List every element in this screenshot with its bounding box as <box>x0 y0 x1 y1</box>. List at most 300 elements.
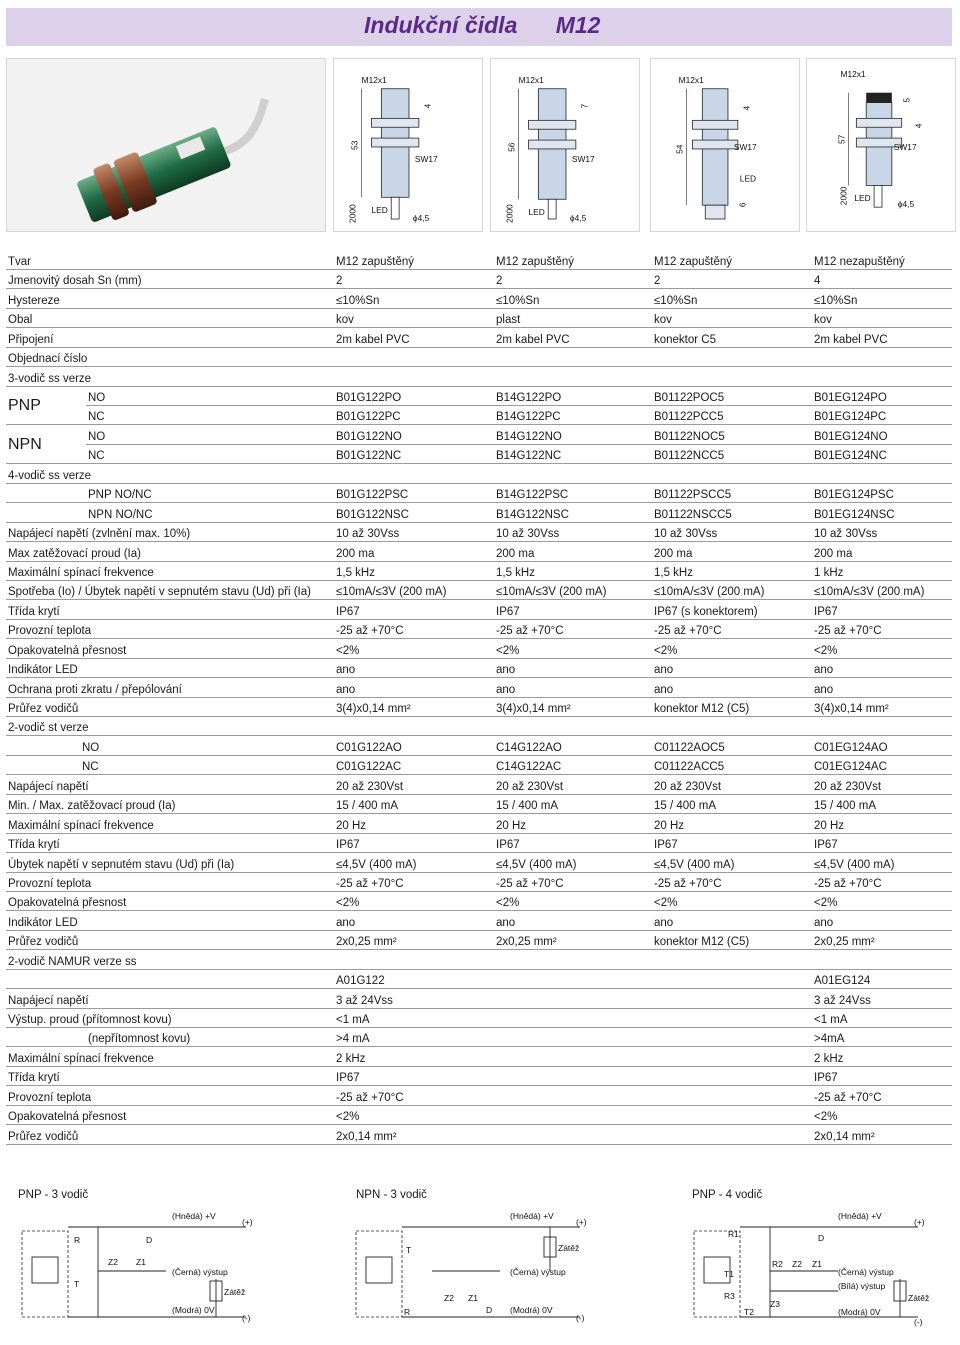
cell-model-1: IP67 <box>334 600 494 619</box>
row-label: Min. / Max. zatěžovací proud (Ia) <box>6 794 334 813</box>
cell-model-4: B01EG124NO <box>812 425 952 444</box>
row-label: Maximální spínací frekvence <box>6 814 334 833</box>
cell-model-4: ≤10%Sn <box>812 289 952 308</box>
table-row <box>6 1066 952 1085</box>
cell-model-3: 20 Hz <box>652 814 812 833</box>
row-label: 4-vodič ss verze <box>6 464 334 483</box>
cell-model-2 <box>494 1008 652 1027</box>
row-label: Napájecí napětí <box>6 989 334 1008</box>
label-minus: (-) <box>576 1313 585 1323</box>
table-row <box>6 736 952 755</box>
cell-model-3 <box>652 1008 812 1027</box>
cell-model-1: IP67 <box>334 833 494 852</box>
cell-model-3 <box>652 1047 812 1066</box>
cell-model-1: 3 až 24Vss <box>334 989 494 1008</box>
cell-model-2: 20 až 230Vst <box>494 775 652 794</box>
cell-model-2: B14G122PC <box>494 406 652 425</box>
sensor-image <box>7 59 327 233</box>
cell-model-3: konektor M12 (C5) <box>652 930 812 949</box>
cell-model-4: <2% <box>812 639 952 658</box>
wrench-label: SW17 <box>733 141 757 152</box>
label-white: (Bílá) výstup <box>838 1281 886 1291</box>
cell-model-4 <box>812 367 952 386</box>
diagram-title-npn3: NPN - 3 vodič <box>356 1189 427 1201</box>
row-label: Průřez vodičů <box>6 697 334 716</box>
cell-model-3: konektor C5 <box>652 328 812 347</box>
cell-model-2: B14G122NSC <box>494 503 652 522</box>
table-row <box>6 775 952 794</box>
table-row <box>6 658 952 677</box>
cell-model-3: ≤10%Sn <box>652 289 812 308</box>
cell-model-1: -25 až +70°C <box>334 1086 494 1105</box>
cell-model-2: -25 až +70°C <box>494 619 652 638</box>
cell-model-2: 2x0,25 mm² <box>494 930 652 949</box>
label-black: (Černá) výstup <box>510 1267 566 1277</box>
cell-model-2: C14G122AC <box>494 755 652 774</box>
cell-model-3 <box>652 1105 812 1124</box>
cell-model-4: 2 kHz <box>812 1047 952 1066</box>
wiring-diagrams <box>6 1175 952 1340</box>
length-label: 53 <box>349 140 360 150</box>
row-label: Provozní teplota <box>6 872 334 891</box>
row-label: Provozní teplota <box>6 619 334 638</box>
cell-model-1: 1,5 kHz <box>334 561 494 580</box>
cell-model-4: 15 / 400 mA <box>812 794 952 813</box>
label-z1: Z1 <box>136 1257 146 1267</box>
cell-model-3: C01122AOC5 <box>652 736 812 755</box>
cell-model-3 <box>652 1066 812 1085</box>
cell-model-2: ≤4,5V (400 mA) <box>494 853 652 872</box>
led-label: LED <box>371 205 388 216</box>
cell-model-3: B01122NSCC5 <box>652 503 812 522</box>
row-label: Průřez vodičů <box>6 1125 334 1144</box>
cell-model-2: 10 až 30Vss <box>494 522 652 541</box>
label-blue: (Modrá) 0V <box>510 1305 553 1315</box>
cell-model-4: 10 až 30Vss <box>812 522 952 541</box>
label-black: (Černá) výstup <box>838 1267 894 1277</box>
cell-model-1: ≤4,5V (400 mA) <box>334 853 494 872</box>
cable-label: 2000 <box>504 204 515 223</box>
cell-model-3: 1,5 kHz <box>652 561 812 580</box>
cell-model-2: IP67 <box>494 833 652 852</box>
cell-model-3: 15 / 400 mA <box>652 794 812 813</box>
table-row <box>6 503 952 522</box>
row-label: Připojení <box>6 328 334 347</box>
cell-model-4: B01EG124NSC <box>812 503 952 522</box>
table-row <box>6 678 952 697</box>
cell-model-1: IP67 <box>334 1066 494 1085</box>
cell-model-2 <box>494 1086 652 1105</box>
table-row <box>6 406 952 425</box>
thread-label: M12x1 <box>678 74 704 85</box>
cell-model-2: 1,5 kHz <box>494 561 652 580</box>
cell-model-2: ano <box>494 678 652 697</box>
led-label: LED <box>739 173 757 184</box>
cell-model-2: 3(4)x0,14 mm² <box>494 697 652 716</box>
row-label: Průřez vodičů <box>6 930 334 949</box>
label-minus: (-) <box>914 1317 923 1327</box>
cell-model-3: 20 až 230Vst <box>652 775 812 794</box>
label-r2: R2 <box>772 1259 783 1269</box>
label-z1: Z1 <box>812 1259 822 1269</box>
cell-model-3: ano <box>652 658 812 677</box>
cell-model-3 <box>652 1028 812 1047</box>
cell-model-3: IP67 <box>652 833 812 852</box>
cell-model-2: plast <box>494 308 652 327</box>
cell-model-3 <box>652 969 812 988</box>
cell-model-4 <box>812 950 952 969</box>
row-label: Provozní teplota <box>6 1086 334 1105</box>
cell-model-1: ≤10%Sn <box>334 289 494 308</box>
cell-model-1: B01G122PO <box>334 386 494 405</box>
cell-model-1: 15 / 400 mA <box>334 794 494 813</box>
cell-model-2: B14G122PO <box>494 386 652 405</box>
cell-model-2: 200 ma <box>494 542 652 561</box>
cell-model-4: <2% <box>812 891 952 910</box>
cell-model-3: B01122NCC5 <box>652 444 812 463</box>
dim-top-label: 5 <box>901 97 912 103</box>
cell-model-2: -25 až +70°C <box>494 872 652 891</box>
cell-model-1 <box>334 464 494 483</box>
label-brown: (Hnědá) +V <box>510 1211 554 1221</box>
row-label: Max zatěžovací proud (Ia) <box>6 542 334 561</box>
label-z3: Z3 <box>770 1299 780 1309</box>
cell-model-3: kov <box>652 308 812 327</box>
row-label: Spotřeba (Io) / Úbytek napětí v sepnutém stavu (Ud) při (Ia) <box>6 580 334 599</box>
table-row <box>6 600 952 619</box>
row-label: PNP NO/NC <box>6 483 334 502</box>
label-brown: (Hnědá) +V <box>838 1211 882 1221</box>
row-label: 2-vodič NAMUR verze ss <box>6 950 334 969</box>
table-row <box>6 755 952 774</box>
row-label: 2-vodič st verze <box>6 717 334 736</box>
spec-table <box>6 250 952 1145</box>
table-row <box>6 1125 952 1144</box>
length-label: 57 <box>836 134 847 145</box>
wrench-label: SW17 <box>414 153 438 164</box>
cell-model-3: ano <box>652 911 812 930</box>
cell-model-2 <box>494 464 652 483</box>
cell-model-1: B01G122NO <box>334 425 494 444</box>
dim-top2-label: 4 <box>913 123 924 129</box>
table-row <box>6 328 952 347</box>
row-label: Hystereze <box>6 289 334 308</box>
sensor-photo <box>6 58 326 232</box>
row-label: Výstup. proud (přítomnost kovu) <box>6 1008 334 1027</box>
title-bar <box>6 8 952 46</box>
group-label: PNP <box>6 386 86 425</box>
cell-model-4: ≤4,5V (400 mA) <box>812 853 952 872</box>
label-t: T <box>406 1245 412 1255</box>
row-sublabel: NC <box>86 406 334 425</box>
dim-top-label: 4 <box>741 105 752 111</box>
row-label: Maximální spínací frekvence <box>6 561 334 580</box>
cell-model-1 <box>334 717 494 736</box>
cell-model-3: B01122PCC5 <box>652 406 812 425</box>
label-t1: T1 <box>724 1269 734 1279</box>
table-row <box>6 950 952 969</box>
table-row <box>6 969 952 988</box>
cell-model-4: 2x0,25 mm² <box>812 930 952 949</box>
table-row <box>6 522 952 541</box>
cell-model-3: C01122ACC5 <box>652 755 812 774</box>
row-label: Indikátor LED <box>6 658 334 677</box>
table-row <box>6 425 952 444</box>
cell-model-2 <box>494 1105 652 1124</box>
cell-model-4: 4 <box>812 269 952 288</box>
wrench-label: SW17 <box>571 153 595 164</box>
group-label: NPN <box>6 425 86 464</box>
cable-label: 2000 <box>838 186 849 206</box>
cell-model-4: 2x0,14 mm² <box>812 1125 952 1144</box>
label-blue: (Modrá) 0V <box>838 1307 881 1317</box>
label-r3: R3 <box>724 1291 735 1301</box>
cell-model-4: kov <box>812 308 952 327</box>
table-row <box>6 269 952 288</box>
cell-model-4: ano <box>812 678 952 697</box>
cell-model-1: 2x0,25 mm² <box>334 930 494 949</box>
row-label: Indikátor LED <box>6 911 334 930</box>
cell-model-2 <box>494 969 652 988</box>
row-label: Ochrana proti zkratu / přepólování <box>6 678 334 697</box>
table-row <box>6 367 952 386</box>
label-r: R <box>74 1235 81 1245</box>
table-row <box>6 1047 952 1066</box>
diagram-npn-3-wire <box>350 1209 600 1335</box>
cell-model-2 <box>494 347 652 366</box>
cell-model-4: -25 až +70°C <box>812 619 952 638</box>
label-z1: Z1 <box>468 1293 478 1303</box>
cell-model-1: <2% <box>334 891 494 910</box>
cell-model-3 <box>652 1125 812 1144</box>
cell-model-4: B01EG124PC <box>812 406 952 425</box>
cell-model-1: >4 mA <box>334 1028 494 1047</box>
cell-model-4: M12 nezapuštěný <box>812 250 952 269</box>
cell-model-3: M12 zapuštěný <box>652 250 812 269</box>
row-label: Objednací číslo <box>6 347 334 366</box>
cell-model-4: 3(4)x0,14 mm² <box>812 697 952 716</box>
row-label: Třída krytí <box>6 1066 334 1085</box>
table-row <box>6 542 952 561</box>
table-row <box>6 347 952 366</box>
label-t: T <box>74 1279 80 1289</box>
diagram-pnp-3-wire <box>16 1209 266 1335</box>
row-label: NPN NO/NC <box>6 503 334 522</box>
diagram-pnp-4-wire <box>688 1209 938 1335</box>
cell-model-4: >4mA <box>812 1028 952 1047</box>
cell-model-3: ≤10mA/≤3V (200 mA) <box>652 580 812 599</box>
label-d: D <box>486 1305 493 1315</box>
label-t2: T2 <box>744 1307 754 1317</box>
dimension-drawing-2 <box>490 58 640 232</box>
row-label: Opakovatelná přesnost <box>6 1105 334 1124</box>
length-label: 56 <box>506 142 517 152</box>
table-row <box>6 580 952 599</box>
row-sublabel: NC <box>86 444 334 463</box>
cell-model-2: ≤10%Sn <box>494 289 652 308</box>
table-row <box>6 308 952 327</box>
cell-model-1: A01G122 <box>334 969 494 988</box>
row-label: Třída krytí <box>6 833 334 852</box>
cell-model-3: ≤4,5V (400 mA) <box>652 853 812 872</box>
cell-model-3: 200 ma <box>652 542 812 561</box>
cell-model-3: konektor M12 (C5) <box>652 697 812 716</box>
cell-model-1: 2x0,14 mm² <box>334 1125 494 1144</box>
dim-top-label: 4 <box>422 103 433 109</box>
table-row <box>6 911 952 930</box>
cell-model-2: 20 Hz <box>494 814 652 833</box>
row-label: Opakovatelná přesnost <box>6 639 334 658</box>
table-row <box>6 1028 952 1047</box>
row-label: 3-vodič ss verze <box>6 367 334 386</box>
cell-model-2 <box>494 1125 652 1144</box>
cell-model-1: ano <box>334 658 494 677</box>
cell-model-4: B01EG124NC <box>812 444 952 463</box>
cell-model-3 <box>652 347 812 366</box>
label-minus: (-) <box>242 1313 251 1323</box>
cell-model-1: 2 kHz <box>334 1047 494 1066</box>
led-label: LED <box>854 193 871 204</box>
cell-model-3: B01122POC5 <box>652 386 812 405</box>
cell-model-4 <box>812 717 952 736</box>
diameter-label: ϕ4,5 <box>569 212 587 223</box>
cell-model-2: IP67 <box>494 600 652 619</box>
cell-model-1: 3(4)x0,14 mm² <box>334 697 494 716</box>
table-row <box>6 250 952 269</box>
row-label: (nepřítomnost kovu) <box>6 1028 334 1047</box>
cell-model-4: 1 kHz <box>812 561 952 580</box>
label-plus: (+) <box>242 1217 253 1227</box>
cell-model-4: <2% <box>812 1105 952 1124</box>
cell-model-1: 2 <box>334 269 494 288</box>
cell-model-2: 2m kabel PVC <box>494 328 652 347</box>
table-row <box>6 891 952 910</box>
label-r: R <box>404 1307 411 1317</box>
table-row <box>6 989 952 1008</box>
label-load: Zátěž <box>908 1293 930 1303</box>
cell-model-4 <box>812 347 952 366</box>
cell-model-1: 200 ma <box>334 542 494 561</box>
page-title: Indukční čidla M12 <box>364 12 601 38</box>
cell-model-2 <box>494 1047 652 1066</box>
label-d: D <box>146 1235 153 1245</box>
table-row <box>6 464 952 483</box>
label-r1: R1 <box>728 1229 739 1239</box>
table-row <box>6 289 952 308</box>
cell-model-4: A01EG124 <box>812 969 952 988</box>
table-row <box>6 483 952 502</box>
table-row <box>6 1105 952 1124</box>
cell-model-2: M12 zapuštěný <box>494 250 652 269</box>
thread-label: M12x1 <box>361 74 387 85</box>
table-row <box>6 1086 952 1105</box>
table-row <box>6 833 952 852</box>
cell-model-4: C01EG124AC <box>812 755 952 774</box>
cell-model-3: -25 až +70°C <box>652 872 812 891</box>
cell-model-4: ano <box>812 658 952 677</box>
row-label: Napájecí napětí (zvlnění max. 10%) <box>6 522 334 541</box>
cell-model-4: 20 až 230Vst <box>812 775 952 794</box>
table-row <box>6 1008 952 1027</box>
cell-model-4: <1 mA <box>812 1008 952 1027</box>
cell-model-4 <box>812 464 952 483</box>
cell-model-2 <box>494 950 652 969</box>
cable-label: 2000 <box>347 204 358 223</box>
row-label: Maximální spínací frekvence <box>6 1047 334 1066</box>
cell-model-1: <2% <box>334 639 494 658</box>
dimension-drawing-3 <box>650 58 800 232</box>
cell-model-3 <box>652 717 812 736</box>
cell-model-4: IP67 <box>812 1066 952 1085</box>
cell-model-2: B14G122NC <box>494 444 652 463</box>
cell-model-4: B01EG124PO <box>812 386 952 405</box>
label-black: (Černá) výstup <box>172 1267 228 1277</box>
cell-model-1 <box>334 950 494 969</box>
label-plus: (+) <box>576 1217 587 1227</box>
row-label: Napájecí napětí <box>6 775 334 794</box>
cell-model-4: ≤10mA/≤3V (200 mA) <box>812 580 952 599</box>
cell-model-1: 10 až 30Vss <box>334 522 494 541</box>
cell-model-4: IP67 <box>812 833 952 852</box>
cell-model-2: <2% <box>494 639 652 658</box>
cell-model-4: B01EG124PSC <box>812 483 952 502</box>
table-row <box>6 444 952 463</box>
label-load: Zátěž <box>558 1243 580 1253</box>
cell-model-3: ano <box>652 678 812 697</box>
cell-model-2: ano <box>494 911 652 930</box>
cell-model-2: 2 <box>494 269 652 288</box>
cell-model-1: ≤10mA/≤3V (200 mA) <box>334 580 494 599</box>
cell-model-4: 3 až 24Vss <box>812 989 952 1008</box>
row-label: NO <box>6 736 334 755</box>
cell-model-3: B01122PSCC5 <box>652 483 812 502</box>
cell-model-1: ano <box>334 911 494 930</box>
cell-model-3 <box>652 367 812 386</box>
cell-model-3: B01122NOC5 <box>652 425 812 444</box>
dimension-drawing-4 <box>806 58 956 232</box>
diagram-title-pnp3: PNP - 3 vodič <box>18 1189 89 1201</box>
thread-label: M12x1 <box>518 74 544 85</box>
cell-model-1: kov <box>334 308 494 327</box>
cell-model-1: ano <box>334 678 494 697</box>
table-row <box>6 386 952 405</box>
label-z2: Z2 <box>108 1257 118 1267</box>
label-plus: (+) <box>914 1217 925 1227</box>
cell-model-1: B01G122NC <box>334 444 494 463</box>
cell-model-3 <box>652 1086 812 1105</box>
label-z2: Z2 <box>444 1293 454 1303</box>
row-label: Obal <box>6 308 334 327</box>
dim-top-label: 7 <box>579 103 590 109</box>
cell-model-1: B01G122PC <box>334 406 494 425</box>
diameter-label: ϕ4,5 <box>412 212 430 223</box>
row-sublabel: NO <box>86 386 334 405</box>
cell-model-3 <box>652 989 812 1008</box>
cell-model-2: B14G122NO <box>494 425 652 444</box>
cell-model-1: C01G122AC <box>334 755 494 774</box>
cell-model-2: <2% <box>494 891 652 910</box>
label-z2: Z2 <box>792 1259 802 1269</box>
cell-model-2 <box>494 1028 652 1047</box>
table-row <box>6 561 952 580</box>
cell-model-1: 20 až 230Vst <box>334 775 494 794</box>
wrench-label: SW17 <box>893 141 917 152</box>
cell-model-1: <2% <box>334 1105 494 1124</box>
cell-model-2: C14G122AO <box>494 736 652 755</box>
cell-model-3 <box>652 464 812 483</box>
cell-model-4: -25 až +70°C <box>812 872 952 891</box>
row-label: Jmenovitý dosah Sn (mm) <box>6 269 334 288</box>
